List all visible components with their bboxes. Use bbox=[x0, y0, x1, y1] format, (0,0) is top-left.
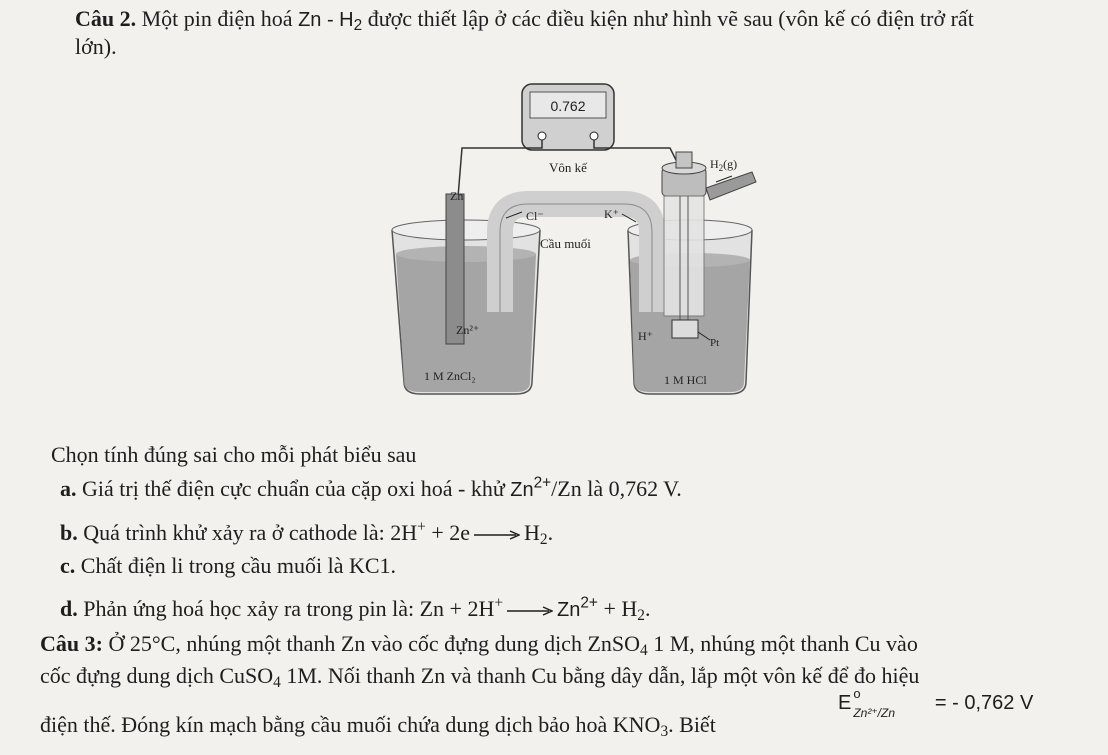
left-beaker-rim bbox=[392, 220, 540, 240]
statement-d bbox=[60, 596, 650, 622]
e-value: = - 0,762 V bbox=[929, 692, 1034, 714]
statement-d-text-b: + H bbox=[597, 596, 638, 621]
statement-b bbox=[60, 520, 553, 546]
q2-intro-text-c: lớn). bbox=[75, 34, 117, 59]
left-solution-surface bbox=[396, 246, 536, 262]
e-symbol: E bbox=[838, 692, 852, 714]
e-sup: o bbox=[853, 686, 861, 701]
voltmeter-terminal-left bbox=[538, 132, 546, 140]
left-solution-label: 1 M ZnCl₂ bbox=[424, 369, 476, 383]
anion-label: Cl⁻ bbox=[526, 209, 544, 223]
q3-label: Câu 3: bbox=[40, 631, 103, 656]
h2-electrode-stopper bbox=[676, 152, 692, 168]
reaction-arrow-icon bbox=[507, 606, 553, 616]
statement-b-sup: + bbox=[417, 518, 426, 536]
reaction-arrow-icon bbox=[474, 530, 520, 540]
voltmeter-terminal-right bbox=[590, 132, 598, 140]
q3-line3-text-a: điện thế. Đóng kín mạch bằng cầu muối chứa dung dịch bảo hoà KNO bbox=[40, 712, 661, 737]
statement-a-label: a. bbox=[60, 476, 77, 501]
q2-prompt-text: Chọn tính đúng sai cho mỗi phát biểu sau bbox=[51, 442, 417, 467]
q3-line2-text-b: 1M. Nối thanh Zn và thanh Cu bằng dây dẫn, lắp một vôn kế để đo hiệu bbox=[280, 663, 920, 688]
q3-line3-sub: 3 bbox=[660, 722, 669, 740]
q3-line1-text-a: Ở 25°C, nhúng một thanh Zn vào cốc đựng dung dịch ZnSO bbox=[102, 631, 641, 656]
voltmeter-reading: 0.762 bbox=[550, 98, 586, 114]
statement-a-ion: Zn bbox=[510, 479, 534, 501]
pt-label: Pt bbox=[710, 337, 720, 349]
statement-d-product: Zn bbox=[557, 599, 581, 621]
statement-b-text-a: Quá trình khử xảy ra ở cathode là: 2H bbox=[77, 520, 418, 545]
statement-d-sub: 2 bbox=[637, 606, 645, 624]
standard-potential-formula bbox=[838, 686, 1034, 720]
e-scripts bbox=[851, 686, 929, 720]
statement-c-text: Chất điện li trong cầu muối là KC1. bbox=[75, 553, 397, 578]
q3-line2 bbox=[40, 663, 919, 689]
statement-a-text-a: Giá trị thế điện cực chuẩn của cặp oxi hoá - khử bbox=[76, 476, 511, 501]
zn-electrode bbox=[446, 194, 464, 344]
salt-bridge-label: Cầu muối bbox=[540, 236, 591, 251]
galvanic-cell-figure bbox=[380, 82, 760, 407]
statement-b-text-b: + 2e bbox=[425, 520, 471, 545]
q2-intro-line1 bbox=[75, 6, 974, 32]
statement-a bbox=[60, 476, 682, 502]
statement-d-sup: + bbox=[494, 594, 504, 612]
left-ion-label: Zn²⁺ bbox=[456, 323, 480, 337]
q2-intro-text-b: được thiết lập ở các điều kiện như hình vẽ sau (vôn kế có điện trở rất bbox=[362, 6, 974, 31]
statement-d-end: . bbox=[644, 596, 651, 621]
q3-line3 bbox=[40, 712, 716, 738]
zn-label: Zn bbox=[450, 189, 464, 203]
right-ion-label: H⁺ bbox=[638, 329, 653, 343]
statement-a-ion-sup: 2+ bbox=[533, 474, 552, 492]
statement-d-label: d. bbox=[60, 596, 78, 621]
q2-couple-sub: 2 bbox=[353, 16, 363, 34]
statement-d-text-a: Phản ứng hoá học xảy ra trong pin là: Zn + 2H bbox=[77, 596, 495, 621]
statement-c bbox=[60, 553, 396, 579]
statement-b-product-sub: 2 bbox=[539, 530, 548, 548]
cation-label: K⁺ bbox=[604, 207, 619, 221]
right-solution-label: 1 M HCl bbox=[664, 373, 707, 387]
q3-line1 bbox=[40, 631, 918, 657]
q3-line3-text-b: . Biết bbox=[668, 712, 716, 737]
statement-c-label: c. bbox=[60, 553, 76, 578]
wire-left bbox=[458, 140, 542, 197]
q2-label: Câu 2. bbox=[75, 6, 137, 31]
q2-couple: Zn - H bbox=[298, 9, 354, 31]
statement-b-end: . bbox=[547, 520, 554, 545]
q3-line2-sub: 4 bbox=[273, 673, 281, 691]
q2-prompt bbox=[51, 442, 416, 468]
statement-a-text-b: /Zn là 0,762 V. bbox=[551, 476, 682, 501]
q3-line1-text-b: 1 M, nhúng một thanh Cu vào bbox=[647, 631, 918, 656]
statement-b-product: H bbox=[524, 520, 540, 545]
statement-b-label: b. bbox=[60, 520, 78, 545]
e-sub: Zn²⁺/Zn bbox=[853, 706, 896, 720]
voltmeter-label: Vôn kế bbox=[549, 160, 587, 175]
q2-intro-line2 bbox=[75, 34, 117, 60]
q3-line1-sub: 4 bbox=[640, 641, 648, 659]
q2-intro-text-a: Một pin điện hoá bbox=[136, 6, 299, 31]
pt-electrode bbox=[672, 320, 698, 338]
h2-glass-tube bbox=[664, 196, 704, 316]
q3-line2-text-a: cốc đựng dung dịch CuSO bbox=[40, 663, 274, 688]
gas-label: $H_2(g)$ bbox=[710, 157, 738, 173]
statement-d-product-sup: 2+ bbox=[580, 594, 598, 612]
